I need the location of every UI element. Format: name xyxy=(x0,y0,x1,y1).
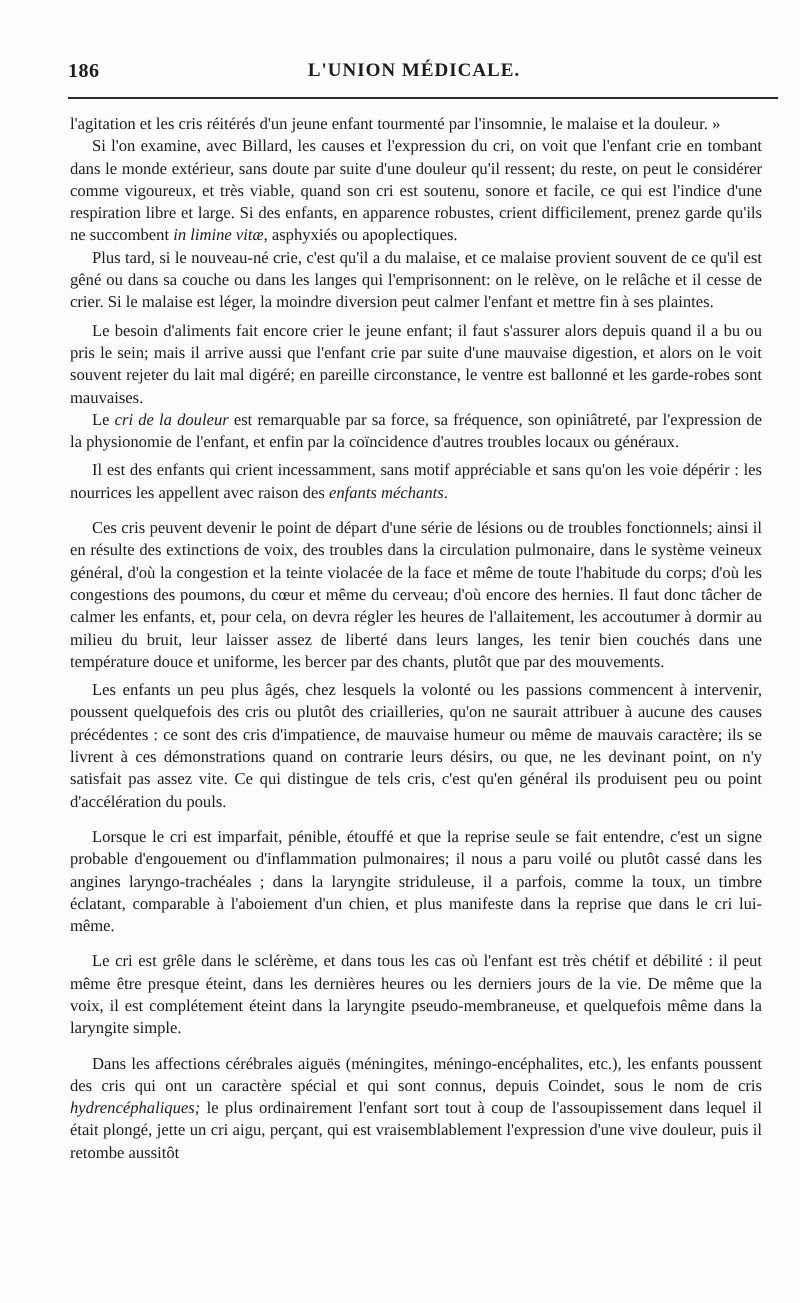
paragraph xyxy=(70,517,762,673)
paragraph xyxy=(70,459,762,504)
paragraph xyxy=(70,679,762,813)
text-run: , asphyxiés ou apoplectiques. xyxy=(263,225,458,245)
italic-run: hydrencéphaliques; xyxy=(70,1098,201,1118)
text-run: est remarquable par sa force, sa fréquence, son opiniâtreté, par l'expression de la physionomie de l'enfant, et enfin par la coïncidence d'autres troubles locaux ou généraux. xyxy=(70,409,762,452)
paragraph xyxy=(70,113,762,135)
page-header xyxy=(68,58,780,92)
italic-run: cri de la douleur xyxy=(114,409,229,429)
body-text xyxy=(70,113,762,1164)
running-head: L'UNION MÉDICALE. xyxy=(307,60,521,81)
header-rule xyxy=(68,97,778,99)
text-run: Les enfants un peu plus âgés, chez lesquels la volonté ou les passions commencent à intervenir, poussent quelquefois des cris ou plutôt des criailleries, qu'on ne saurait attribuer à aucune des causes précédentes : ce sont des cris d'impatience, de mauvaise humeur ou même de mauvais caractère; ils se livrent à ces démonstrations quand on contrarie leurs désirs, ou que, ne les devinant point, on n'y satisfait pas assez vite. Ce qui distingue de tels cris, c'est qu'en général ils produisent peu ou point d'accélération du pouls. xyxy=(70,680,762,811)
text-run: . xyxy=(443,482,448,502)
text-run: Plus tard, si le nouveau-né crie, c'est qu'il a du malaise, et ce malaise provient souvent de ce qu'il est gêné ou dans sa couche ou dans les langes qui l'emprisonnent: on le relève, on le relâche et il cesse de crier. Si le malaise est léger, la moindre diversion peut calmer l'enfant et mettre fin à ses plaintes. xyxy=(70,247,762,312)
italic-run: in limine vitæ xyxy=(173,225,264,245)
italic-run: enfants méchants xyxy=(328,482,444,502)
text-run: Lorsque le cri est imparfait, pénible, étouffé et que la reprise seule se fait entendre, c'est un signe probable d'engouement ou d'inflammation pulmonaires; il nous a paru voilé ou plutôt cassé dans les angines laryngo-trachéales ; dans la laryngite striduleuse, il a parfois, comme la toux, un timbre éclatant, comparable à l'aboiement d'un chien, et plus manifeste dans la reprise que dans le cri lui-même. xyxy=(70,826,762,936)
paragraph xyxy=(70,1053,762,1164)
paragraph xyxy=(70,950,762,1039)
paragraph xyxy=(70,826,762,937)
text-run: Ces cris peuvent devenir le point de départ d'une série de lésions ou de troubles fonctionnels; ainsi il en résulte des extinctions de voix, des troubles dans la circulation pulmonaire, dans le système veineux général, d'où la congestion et la teinte violacée de la face et même de toute l'habitude du corps; d'où les congestions des poumons, du cœur et même du cerveau; d'où encore des hernies. Il faut donc tâcher de calmer les enfants, et, pour cela, on devra régler les heures de l'allaitement, les accoutumer à dormir au milieu du bruit, leur laisser assez de liberté dans leurs langes, les tenir bien couchés dans une température douce et uniforme, les bercer par des chants, plutôt que par des mouvements. xyxy=(70,518,762,671)
text-run: Le cri est grêle dans le sclérème, et dans tous les cas où l'enfant est très chétif et débilité : il peut même être presque éteint, dans les dernières heures ou les derniers jours de la vie. De même que la voix, il est complétement éteint dans la laryngite pseudo-membraneuse, et quelquefois même dans la laryngite simple. xyxy=(70,951,762,1038)
text-run: Le besoin d'aliments fait encore crier le jeune enfant; il faut s'assurer alors depuis quand il a bu ou pris le sein; mais il arrive aussi que l'enfant crie par suite d'une mauvaise digestion, et alors on le voit souvent rejeter du lait mal digéré; en pareille circonstance, le ventre est ballonné et les garde-robes sont mauvaises. xyxy=(70,320,762,407)
text-run: Si l'on examine, avec Billard, les causes et l'expression du cri, on voit que l'enfant crie en tombant dans le monde extérieur, sans doute par suite d'une douleur qu'il ressent; du reste, on peut le considérer comme vigoureux, et très viable, quand son cri est soutenu, sonore et facile, ce qui est l'indice d'une respiration libre et large. Si des enfants, en apparence robustes, crient difficilement, prenez garde qu'ils ne succombent xyxy=(70,136,762,245)
text-run: Dans les affections cérébrales aiguës (méningites, méningo-encéphalites, etc.), les enfants poussent des cris qui ont un caractère spécial et qui sont connus, depuis Coindet, sous le nom de cris xyxy=(70,1053,762,1095)
text-run: l'agitation et les cris réitérés d'un jeune enfant tourmenté par l'insomnie, le malaise et la douleur. » xyxy=(70,114,721,133)
paragraph xyxy=(70,135,762,246)
text-run: le plus ordinairement l'enfant sort tout à coup de l'assoupissement dans lequel il était plongé, jette un cri aigu, perçant, qui est vraisemblablement l'expression d'une vive douleur, puis il retombe aussitôt xyxy=(70,1098,762,1162)
paragraph xyxy=(70,409,762,454)
page-number: 186 xyxy=(68,60,100,82)
paragraph xyxy=(70,320,762,409)
text-run: Il est des enfants qui crient incessamment, sans motif appréciable et sans qu'on les voie dépérir : les nourrices les appellent avec raison des xyxy=(70,460,762,502)
paragraph xyxy=(70,247,762,314)
text-run: Le xyxy=(92,409,115,429)
